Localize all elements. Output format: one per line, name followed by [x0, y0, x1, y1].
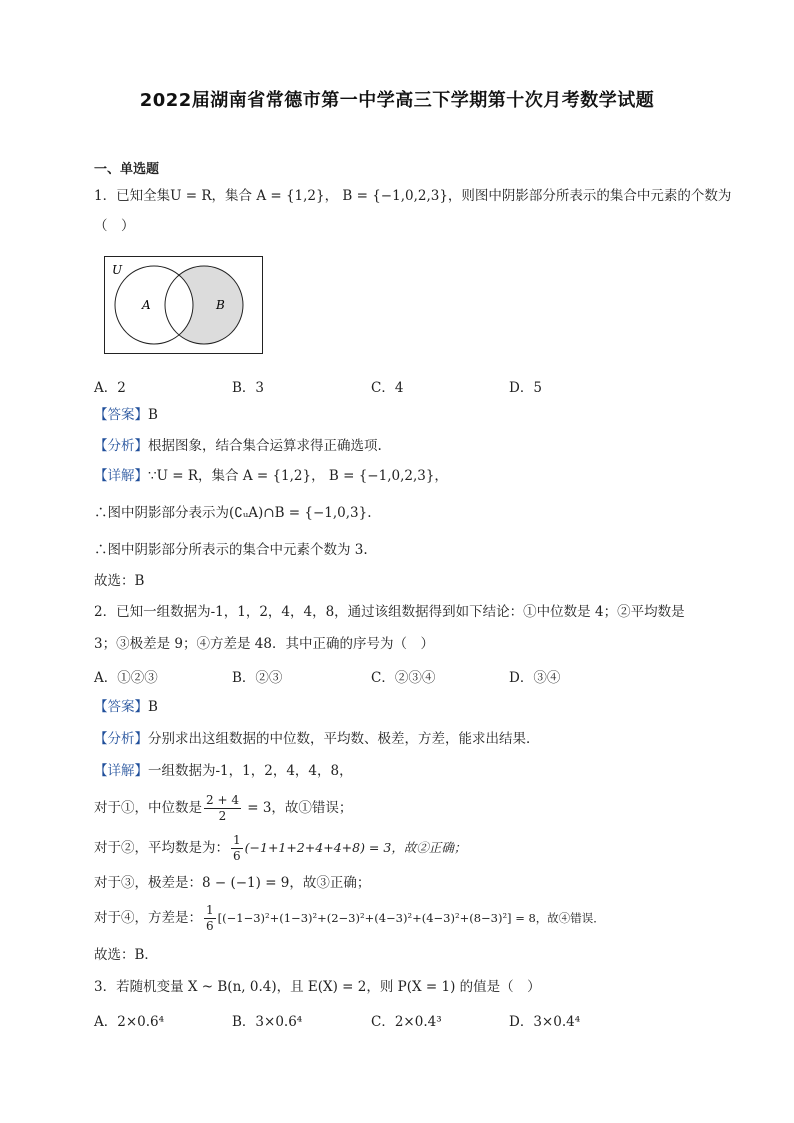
q3-option-d: D．3×0.4⁴ — [509, 1014, 581, 1030]
analysis-tag: 【分析】 — [94, 731, 148, 747]
section-heading: 一、单选题 — [94, 162, 160, 177]
q1-detail — [94, 466, 448, 486]
q3-option-b: B．3×0.6⁴ — [232, 1014, 303, 1030]
q2-conclusion: 故选：B． — [94, 947, 158, 963]
venn-label-b: B — [216, 298, 225, 312]
q1-detail-line3: ∴图中阴影部分所表示的集合中元素个数为 3. — [94, 542, 368, 558]
q1-option-c: C．4 — [371, 380, 404, 396]
venn-diagram — [104, 256, 264, 356]
q3-option-c: C．2×0.4³ — [371, 1014, 442, 1030]
q2-option-a: A．①②③ — [94, 670, 158, 686]
median-suffix: = 3，故①错误； — [242, 800, 353, 816]
fraction-numerator: 1 — [206, 903, 214, 917]
mean-fraction — [231, 833, 243, 864]
answer-tag: 【答案】 — [94, 699, 148, 715]
median-fraction — [204, 793, 241, 824]
analysis-text: 根据图象，结合集合运算求得正确选项. — [148, 438, 382, 454]
q2-option-c: C．②③④ — [371, 670, 436, 686]
q2-analysis — [94, 729, 540, 749]
page-title: 2022届湖南省常德市第一中学高三下学期第十次月考数学试题 — [139, 90, 655, 111]
fraction-numerator: 1 — [233, 833, 241, 847]
q3-stem: 3．若随机变量 X ~ B(n, 0.4)，且 E(X) = 2，则 P(X = 1) 的值是（ ） — [94, 979, 541, 995]
variance-prefix: 对于④，方差是： — [94, 910, 202, 926]
q2-detail-median — [94, 790, 352, 826]
detail-tag: 【详解】 — [94, 468, 148, 484]
q2-detail-range: 对于③，极差是：8 − (−1) = 9，故③正确； — [94, 875, 371, 891]
venn-label-a: A — [142, 298, 151, 312]
fraction-denominator: 2 — [218, 809, 227, 823]
fraction-denominator: 6 — [233, 849, 241, 863]
q2-stem-line1: 2．已知一组数据为-1，1，2，4，4，8，通过该组数据得到如下结论：①中位数是 4；②平均数是 — [94, 604, 685, 620]
variance-fraction — [204, 903, 216, 934]
q1-analysis — [94, 436, 382, 456]
q1-option-b: B．3 — [232, 380, 265, 396]
q2-answer — [94, 697, 158, 717]
q2-detail-variance — [94, 900, 605, 936]
q1-stem: 1．已知全集U = R，集合 A = {1,2}， B = {−1,0,2,3}，则图中阴影部分所表示的集合中元素的个数为 — [94, 188, 732, 204]
q2-option-b: B．②③ — [232, 670, 283, 686]
q1-answer — [94, 405, 158, 425]
q2-stem-line2: 3；③极差是 9；④方差是 48．其中正确的序号为（ ） — [94, 636, 434, 652]
mean-prefix: 对于②，平均数是为： — [94, 840, 229, 856]
analysis-text: 分别求出这组数据的中位数，平均数、极差，方差，能求出结果． — [148, 731, 540, 747]
q2-detail — [94, 761, 353, 781]
q1-option-d: D．5 — [509, 380, 542, 396]
q1-option-a: A．2 — [94, 380, 126, 396]
detail-text: ∵U = R，集合 A = {1,2}， B = {−1,0,2,3}， — [148, 468, 448, 484]
fraction-numerator: 2 + 4 — [206, 793, 239, 807]
q3-option-a: A．2×0.6⁴ — [94, 1014, 165, 1030]
answer-value: B — [148, 407, 158, 423]
detail-text: 一组数据为-1，1，2，4，4，8， — [148, 763, 353, 779]
mean-suffix: (−1+1+2+4+4+8) = 3，故②正确； — [244, 840, 467, 855]
q1-detail-line2: ∴图中阴影部分表示为(∁ᵤA)∩B = {−1,0,3}. — [94, 505, 372, 521]
analysis-tag: 【分析】 — [94, 438, 148, 454]
q1-paren: （ ） — [94, 218, 135, 234]
q1-conclusion: 故选：B — [94, 573, 145, 589]
q2-option-d: D．③④ — [509, 670, 561, 686]
detail-tag: 【详解】 — [94, 763, 148, 779]
variance-suffix: [(−1−3)²+(1−3)²+(2−3)²+(4−3)²+(4−3)²+(8−3)²] = 8，故④错误． — [217, 911, 605, 925]
venn-label-u: U — [112, 263, 123, 277]
q2-detail-mean — [94, 830, 466, 866]
answer-tag: 【答案】 — [94, 407, 148, 423]
fraction-denominator: 6 — [206, 919, 214, 933]
median-prefix: 对于①，中位数是 — [94, 800, 202, 816]
answer-value: B — [148, 699, 158, 715]
